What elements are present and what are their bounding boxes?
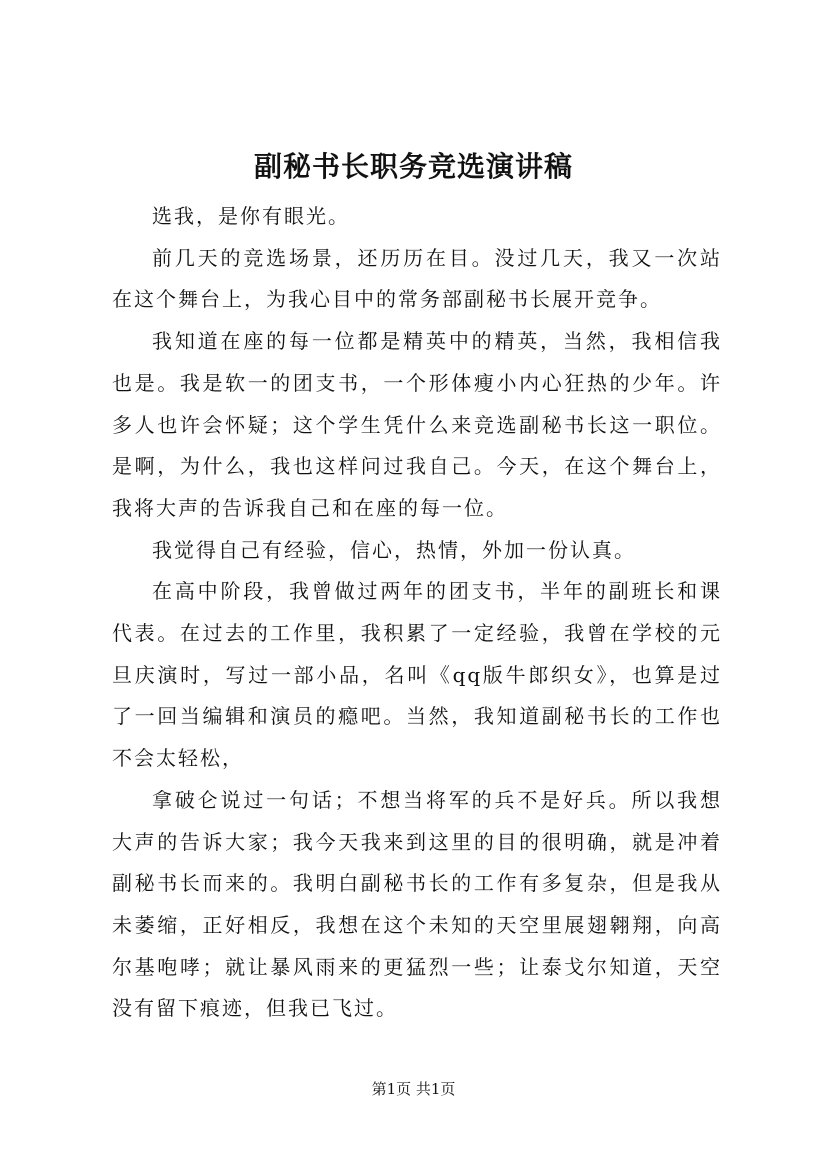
paragraph: 我觉得自己有经验，信心，热情，外加一份认真。 [152,537,636,562]
paragraph: 我知道在座的每一位都是精英中的精英，当然，我相信我也是。我是软一的团支书，一个形体瘦小内心狂热的少年。许多人也许会怀疑；这个学生凭什么来竞选副秘书长这一职位。是啊，为什么，我也这样问过我自己。今天，在这个舞台上，我将大声的告诉我自己和在座的每一位。 [112,329,722,520]
document-body [112,196,722,1030]
paragraph: 前几天的竞选场景，还历历在目。没过几天，我又一次站在这个舞台上，为我心目中的常务部副秘书长展开竞争。 [112,245,722,312]
document-title: 副秘书长职务竞选演讲稿 [253,150,573,183]
paragraph: 拿破仑说过一句话；不想当将军的兵不是好兵。所以我想大声的告诉大家；我今天我来到这里的目的很明确，就是冲着副秘书长而来的。我明白副秘书长的工作有多复杂，但是我从未萎缩，正好相反，我想在这个未知的天空里展翅翱翔，向高尔基咆哮；就让暴风雨来的更猛烈一些；让泰戈尔知道，天空没有留下痕迹，但我已飞过。 [112,787,722,1021]
page-number-footer: 第1页 共1页 [371,1080,456,1098]
paragraph: 在高中阶段，我曾做过两年的团支书，半年的副班长和课代表。在过去的工作里，我积累了一定经验，我曾在学校的元旦庆演时，写过一部小品，名叫《qq版牛郎织女》，也算是过了一回当编辑和演员的瘾吧。当然，我知道副秘书长的工作也不会太轻松， [112,579,722,771]
paragraph: 选我，是你有眼光。 [152,204,350,228]
